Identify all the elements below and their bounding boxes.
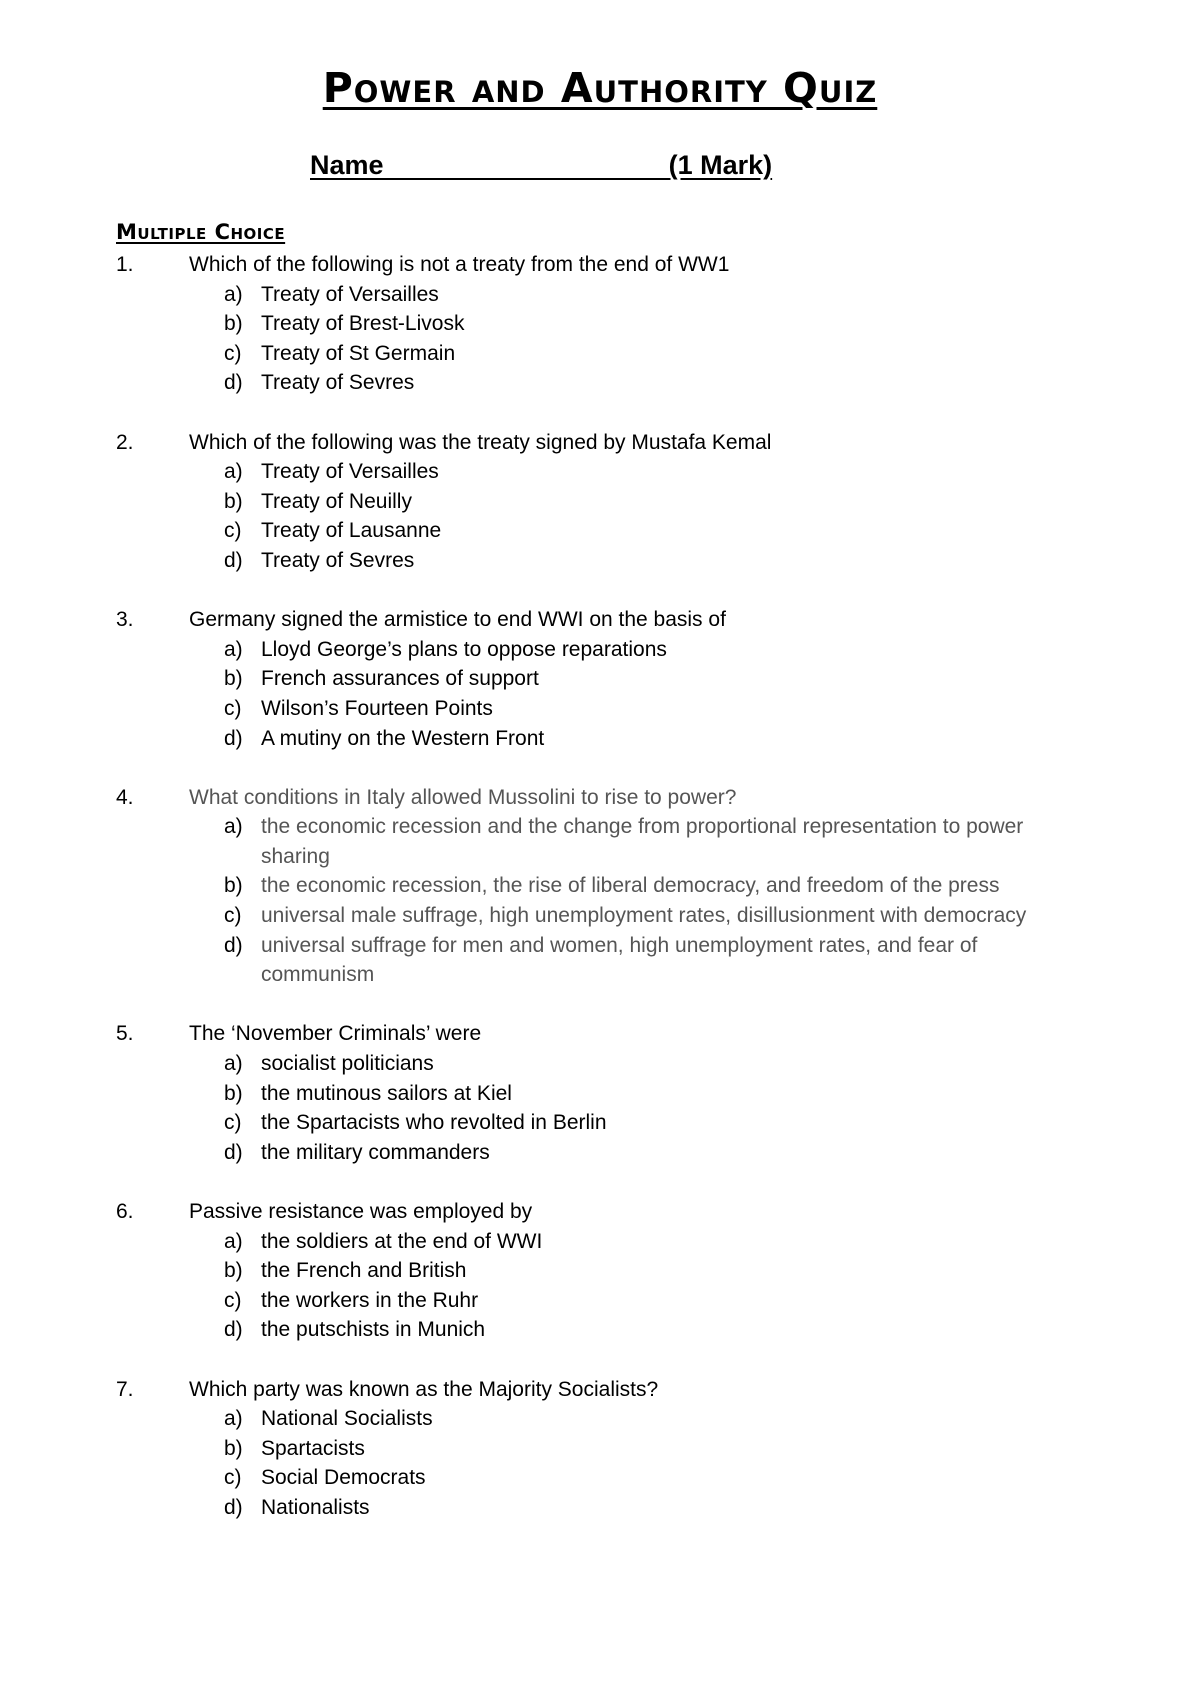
option-letter: c) (224, 1111, 242, 1135)
option-list (0, 1227, 1200, 1345)
option-a (0, 1404, 1200, 1434)
option-d (0, 368, 1200, 398)
option-letter: c) (224, 1466, 242, 1490)
option-d (0, 931, 1200, 990)
question-number: 3. (116, 608, 134, 632)
option-b (0, 487, 1200, 517)
option-letter: c) (224, 1288, 242, 1312)
question-1 (0, 250, 1200, 398)
option-letter: d) (224, 548, 243, 572)
name-field-line: Name (1 Mark) (310, 150, 773, 180)
option-letter: a) (224, 1407, 243, 1431)
option-letter: a) (224, 1229, 243, 1253)
question-number: 5. (116, 1022, 134, 1046)
option-text: universal suffrage for men and women, high unemployment rates, and fear of communism (261, 933, 978, 987)
option-a (0, 1227, 1200, 1257)
option-text: the economic recession and the change from proportional representation to power sharing (261, 815, 1024, 868)
option-letter: d) (224, 1140, 243, 1164)
option-b (0, 309, 1200, 339)
question-4 (0, 783, 1200, 990)
option-letter: b) (224, 312, 243, 336)
option-letter: b) (224, 489, 243, 513)
option-text: the soldiers at the end of WWI (261, 1229, 543, 1253)
option-letter: d) (224, 933, 243, 957)
option-a (0, 1049, 1200, 1079)
option-letter: b) (224, 1259, 243, 1283)
option-text: Treaty of St Germain (261, 341, 456, 365)
option-list (0, 1404, 1200, 1522)
question-number: 6. (116, 1200, 134, 1223)
option-letter: c) (224, 904, 242, 928)
option-list (0, 1049, 1200, 1167)
option-a (0, 280, 1200, 310)
option-c (0, 516, 1200, 546)
option-c (0, 1463, 1200, 1493)
option-letter: d) (224, 1495, 243, 1519)
question-2 (0, 428, 1200, 576)
question-7 (0, 1375, 1200, 1523)
question-text: Which of the following is not a treaty from the end of WW1 (189, 253, 730, 276)
option-text: the workers in the Ruhr (261, 1288, 479, 1312)
option-b (0, 664, 1200, 694)
option-b (0, 1079, 1200, 1109)
option-letter: b) (224, 1436, 243, 1460)
question-3 (0, 605, 1200, 753)
option-d (0, 1315, 1200, 1345)
option-letter: a) (224, 815, 243, 839)
option-letter: b) (224, 1081, 243, 1105)
option-text: Wilson’s Fourteen Points (261, 696, 493, 720)
option-letter: c) (224, 341, 242, 365)
option-letter: a) (224, 282, 243, 306)
option-letter: a) (224, 637, 243, 661)
option-letter: d) (224, 726, 243, 750)
option-list (0, 280, 1200, 398)
question-text: The ‘November Criminals’ were (189, 1022, 482, 1046)
option-b (0, 871, 1200, 901)
option-list (0, 635, 1200, 753)
section-heading: Multiple Choice (116, 220, 286, 244)
option-b (0, 1434, 1200, 1464)
question-list (0, 250, 1200, 1552)
option-a (0, 457, 1200, 487)
option-c (0, 1286, 1200, 1316)
option-text: Treaty of Brest-Livosk (261, 312, 465, 336)
question-text: Passive resistance was employed by (189, 1200, 533, 1223)
option-text: Treaty of Sevres (261, 548, 415, 572)
option-c (0, 1108, 1200, 1138)
option-letter: c) (224, 696, 242, 720)
option-d (0, 1493, 1200, 1523)
option-text: Treaty of Lausanne (261, 519, 442, 543)
option-d (0, 1138, 1200, 1168)
option-letter: b) (224, 874, 243, 898)
option-text: socialist politicians (261, 1052, 434, 1076)
option-c (0, 694, 1200, 724)
question-number: 1. (116, 253, 134, 276)
option-text: the economic recession, the rise of liberal democracy, and freedom of the press (261, 874, 1000, 898)
question-text: What conditions in Italy allowed Mussolini to rise to power? (189, 785, 737, 809)
question-5 (0, 1019, 1200, 1167)
question-number: 4. (116, 785, 134, 809)
option-a (0, 635, 1200, 665)
option-b (0, 1256, 1200, 1286)
option-list (0, 812, 1200, 990)
option-text: Social Democrats (261, 1466, 426, 1490)
question-number: 2. (116, 430, 134, 454)
option-letter: a) (224, 1052, 243, 1076)
question-text: Which of the following was the treaty signed by Mustafa Kemal (189, 430, 772, 454)
question-6 (0, 1197, 1200, 1345)
option-c (0, 339, 1200, 369)
option-list (0, 457, 1200, 575)
option-text: the military commanders (261, 1140, 490, 1164)
option-text: Treaty of Versailles (261, 460, 439, 484)
option-text: French assurances of support (261, 667, 539, 691)
option-text: universal male suffrage, high unemployment rates, disillusionment with democracy (261, 904, 1027, 928)
option-text: the putschists in Munich (261, 1318, 486, 1342)
option-text: Treaty of Sevres (261, 371, 415, 395)
option-text: Spartacists (261, 1436, 365, 1460)
option-d (0, 724, 1200, 754)
question-text: Germany signed the armistice to end WWI on the basis of (189, 608, 726, 632)
option-text: the mutinous sailors at Kiel (261, 1081, 512, 1105)
option-text: the French and British (261, 1259, 467, 1283)
option-text: Lloyd George’s plans to oppose reparations (261, 637, 667, 661)
option-text: National Socialists (261, 1407, 433, 1431)
option-letter: d) (224, 371, 243, 395)
page-title: Power and Authority Quiz (322, 64, 878, 112)
option-letter: d) (224, 1318, 243, 1342)
question-text: Which party was known as the Majority Socialists? (189, 1377, 659, 1401)
option-text: A mutiny on the Western Front (261, 726, 545, 750)
option-text: Nationalists (261, 1495, 370, 1519)
option-text: Treaty of Versailles (261, 282, 439, 306)
option-text: the Spartacists who revolted in Berlin (261, 1111, 607, 1135)
option-a (0, 812, 1200, 871)
option-letter: c) (224, 519, 242, 543)
option-c (0, 901, 1200, 931)
option-letter: b) (224, 667, 243, 691)
option-d (0, 546, 1200, 576)
option-letter: a) (224, 460, 243, 484)
option-text: Treaty of Neuilly (261, 489, 412, 513)
question-number: 7. (116, 1377, 134, 1401)
